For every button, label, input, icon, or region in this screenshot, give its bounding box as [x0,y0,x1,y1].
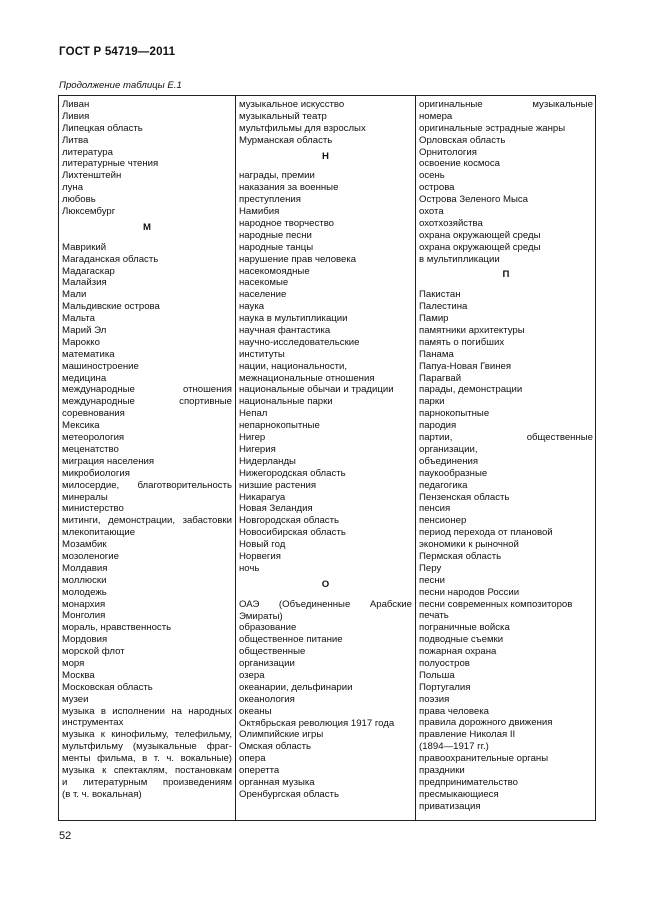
index-entry: объединения [419,455,479,467]
index-entry: парки [419,396,445,408]
index-entry: Олимпийские игры [239,729,324,741]
index-entry: охотхозяйства [419,217,483,229]
table-column [416,96,596,820]
table-column [236,96,416,820]
index-entry: охрана окружающей среды [419,229,541,241]
index-entry: Нигерия [239,443,276,455]
index-entry: меценатство [62,443,119,455]
index-entry: медицина [62,372,107,384]
index-entry: Нигер [239,432,266,444]
index-entry: министерство [62,503,124,515]
index-entry: литературные чтения [62,158,159,170]
index-entry: менты фильма, в т. ч. вокальные) [62,753,232,765]
index-entry: Португалия [419,681,471,693]
index-entry: Папуа-Новая Гвинея [419,360,512,372]
index-entry: оперетта [239,765,280,777]
index-entry: Мурманская область [239,134,333,146]
index-entry: музыка в исполнении на народных [62,705,232,717]
index-entry: Люксембург [62,206,116,218]
index-entry: охрана окружающей среды [419,241,541,253]
index-entry: Маврикий [62,241,107,253]
index-entry: Мальдивские острова [62,301,160,313]
index-entry: музыка к спектаклям, постановкам [62,764,232,776]
index-entry: Намибия [239,206,280,218]
index-entry: Молдавия [62,562,108,574]
index-entry: Нидерланды [239,455,296,467]
index-entry: машиностроение [62,360,139,372]
index-entry: народные песни [239,229,312,241]
index-entry: народные танцы [239,241,314,253]
index-entry: микробиология [62,467,130,479]
page-number: 52 [59,830,72,842]
index-entry: Панама [419,348,454,360]
index-entry: педагогика [419,479,468,491]
index-entry: насекомые [239,277,289,289]
index-entry: Палестина [419,301,468,313]
index-entry: Ливан [62,99,90,110]
index-entry: правила дорожного движения [419,717,553,729]
index-entry: осень [419,170,445,182]
index-entry: Пакистан [419,289,461,301]
index-entry: острова [419,182,455,194]
index-entry: парнокопытные [419,408,490,420]
index-entry: Орнитология [419,146,477,158]
index-entry: Москва [62,669,95,681]
index-entry: Новый год [239,539,286,551]
section-letter-heading: О [321,578,330,590]
index-entry: преступления [239,194,301,206]
index-entry: нации, национальности, [239,360,348,372]
index-entry: общественные [239,646,306,658]
section-letter-heading: М [143,221,151,233]
index-entry: озера [239,669,265,681]
index-entry: митинги, демонстрации, забастовки [62,515,232,527]
index-entry: Пермская область [419,550,502,562]
index-entry: насекомоядные [239,265,310,277]
index-entry: печать [419,610,449,622]
index-entry: международные спортивные [62,396,232,408]
index-entry: Мадагаскар [62,265,115,277]
index-entry: в мультипликации [419,253,500,265]
index-entry: низшие растения [239,479,317,491]
index-entry: музыкальный театр [239,110,327,122]
index-entry: Памир [419,313,449,325]
index-entry: национальные парки [239,396,333,408]
index-entry: праздники [419,764,465,776]
index-entry: литература [62,146,113,158]
index-entry: Лихтенштейн [62,170,122,182]
index-entry: нарушение прав человека [239,253,357,265]
index-entry: миграция населения [62,455,155,467]
index-entry: луна [62,182,84,194]
index-entry: Омская область [239,741,311,753]
index-entry: песни народов России [419,586,520,598]
index-entry: непарнокопытные [239,420,320,432]
index-entry: Октябрьская революция 1917 года [239,717,395,729]
index-entry: научная фантастика [239,325,331,337]
index-entry: моря [62,657,85,669]
index-entry: музеи [62,693,89,705]
index-entry: математика [62,348,115,360]
index-entry: Новосибирская область [239,527,346,539]
index-entry: Мордовия [62,634,108,646]
index-entry: пресмыкающиеся [419,788,499,800]
index-entry: Липецкая область [62,122,143,134]
index-entry: поэзия [419,693,450,705]
index-entry: народное творчество [239,218,335,230]
index-entry: Орловская область [419,134,506,146]
index-entry: пожарная охрана [419,646,497,658]
index-entry: полуостров [419,657,470,669]
index-entry: пенсия [419,503,451,515]
index-entry: образование [239,622,297,634]
index-entry: организации, [419,443,478,455]
index-entry: Монголия [62,610,106,622]
index-entry: награды, премии [239,170,315,182]
index-entry: Острова Зеленого Мыса [419,194,529,206]
index-entry: Мозамбик [62,539,107,551]
index-entry: подводные съемки [419,634,504,646]
index-entry: оригинальные музыкальные [419,99,593,110]
index-entry: Перу [419,562,442,574]
index-entry: приватизация [419,800,481,812]
index-entry: Малайзия [62,277,107,289]
section-letter-heading: П [502,269,510,281]
index-entry: оригинальные эстрадные жанры [419,122,566,134]
index-entry: мультфильмы для взрослых [239,122,366,134]
index-entry: соревнования [62,408,125,420]
index-entry: предпринимательство [419,776,518,788]
index-entry: пенсионер [419,515,467,527]
index-entry: Литва [62,134,89,146]
table-column [59,96,236,820]
index-entry: Мексика [62,420,100,432]
index-entry: млекопитающие [62,527,136,539]
index-entry: Норвегия [239,550,281,562]
index-entry: общественное питание [239,634,343,646]
index-entry: Эмираты) [239,610,283,622]
index-entry: инструментах [62,717,124,729]
index-entry: партии, общественные [419,432,593,444]
index-entry: население [239,289,287,301]
index-entry: метеорология [62,432,125,444]
index-entry: Новая Зеландия [239,503,313,515]
index-entry: паукообразные [419,467,488,479]
index-entry: правление Николая II [419,729,516,741]
index-entry: музыкальное искусство [239,99,345,110]
index-entry: мультфильму (музыкальные фраг- [62,741,232,753]
index-entry: моллюски [62,574,107,586]
index-entry: Марокко [62,336,100,348]
index-entry: Непал [239,408,268,420]
index-entry: океаны [239,705,272,717]
index-entry: (в т. ч. вокальная) [62,788,142,800]
index-entry: океанарии, дельфинарии [239,681,353,693]
index-entry: опера [239,753,266,765]
index-entry: экономики к рыночной [419,539,519,551]
index-entry: парады, демонстрации [419,384,523,396]
index-entry: память о погибших [419,336,505,348]
index-entry: правоохранительные органы [419,753,549,765]
index-entry: международные отношения [62,384,232,396]
index-entry: музыка к кинофильму, телефильму, [62,729,232,741]
index-entry: Ливия [62,110,90,122]
index-entry: Мали [62,289,87,301]
index-entry: Польша [419,669,455,681]
index-entry: пародия [419,420,457,432]
index-entry: межнациональные отношения [239,372,375,384]
index-entry: и литературным произведениям [62,776,232,788]
index-entry: Московская область [62,681,153,693]
index-entry: Парагвай [419,372,462,384]
index-entry: монархия [62,598,106,610]
index-entry: милосердие, благотворительность [62,479,232,491]
index-entry: период перехода от плановой [419,527,553,539]
index-entry: (1894—1917 гг.) [419,741,489,753]
index-entry: научно-исследовательские [239,336,360,348]
index-entry: ОАЭ (Объединенные Арабские [239,598,412,610]
index-entry: наука [239,301,265,313]
index-entry: Пензенская область [419,491,510,503]
index-entry: наказания за военные [239,182,339,194]
index-entry: Новгородская область [239,515,339,527]
index-entry: Магаданская область [62,253,159,265]
subject-index-table [58,95,596,821]
index-entry: наука в мультипликации [239,313,348,325]
table-caption: Продолжение таблицы Е.1 [59,80,182,91]
index-entry: пограничные войска [419,622,510,634]
index-entry: мозоленогие [62,550,120,562]
index-entry: Марий Эл [62,325,107,337]
index-entry: Нижегородская область [239,467,346,479]
document-header: ГОСТ Р 54719—2011 [59,46,176,58]
index-entry: ночь [239,562,260,574]
index-entry: любовь [62,194,96,206]
index-entry: организации [239,658,295,670]
index-entry: органная музыка [239,776,315,788]
index-entry: освоение космоса [419,158,500,170]
index-entry: молодежь [62,586,107,598]
section-letter-heading: Н [322,150,329,162]
index-entry: минералы [62,491,108,503]
index-entry: памятники архитектуры [419,325,525,337]
index-entry: Оренбургская область [239,788,339,800]
index-entry: песни современных композиторов [419,598,573,610]
index-entry: Мальта [62,313,95,325]
index-entry: Никарагуа [239,491,286,503]
index-entry: охота [419,206,444,218]
index-entry: песни [419,574,445,586]
index-entry: права человека [419,705,489,717]
index-entry: океанология [239,693,295,705]
index-entry: национальные обычаи и традиции [239,384,394,396]
index-entry: мораль, нравственность [62,622,172,634]
index-entry: институты [239,348,285,360]
index-entry: номера [419,110,453,122]
index-entry: морской флот [62,646,125,658]
